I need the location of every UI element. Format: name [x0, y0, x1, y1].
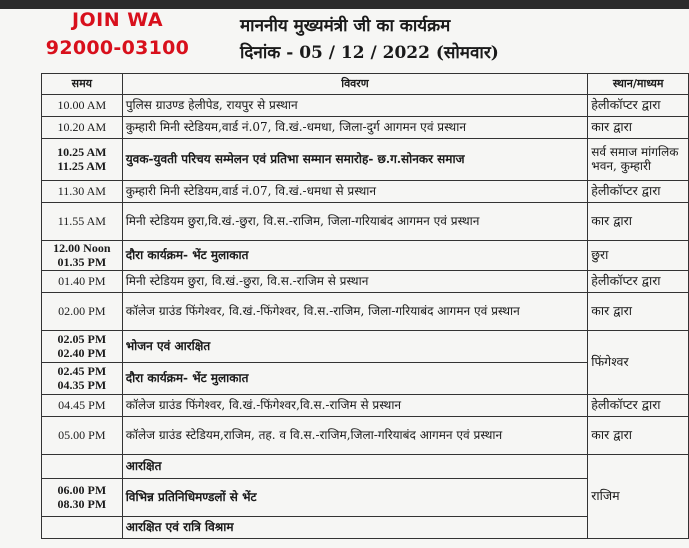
table-row: [42, 271, 689, 293]
table-row: [42, 417, 689, 455]
row-time: 12.00 Noon 01.35 PM: [42, 241, 123, 271]
watermark-line2: 92000-03100: [45, 37, 190, 59]
row-description: आरक्षित एवं रात्रि विश्राम: [122, 517, 588, 539]
table-header-row: [42, 74, 689, 95]
schedule-date: दिनांक - 05 / 12 / 2022 (सोमवार): [240, 43, 499, 63]
column-header-description: विवरण: [122, 74, 588, 95]
row-description: आरक्षित: [122, 455, 588, 479]
row-place: राजिम: [588, 455, 689, 539]
row-description: विभिन्न प्रतिनिधिमण्डलों से भेंट: [122, 479, 588, 517]
table-row: [42, 181, 689, 203]
row-time: 06.00 PM 08.30 PM: [42, 479, 123, 517]
row-description: कॉलेज ग्राउंड फिंगेश्वर, वि.खं.-फिंगेश्वर,वि.स.-राजिम से प्रस्थान: [122, 395, 588, 417]
row-description: दौरा कार्यक्रम- भेंट मुलाकात: [122, 241, 588, 271]
schedule-table: [41, 73, 689, 539]
table-row: [42, 95, 689, 117]
row-place: कार द्वारा: [588, 117, 689, 139]
row-description: युवक-युवती परिचय सम्मेलन एवं प्रतिभा सम्मान समारोह- छ.ग.सोनकर समाज: [122, 139, 588, 181]
row-time: 01.40 PM: [42, 271, 123, 293]
column-header-place: स्थान/माध्यम: [588, 74, 689, 95]
row-time: 02.00 PM: [42, 293, 123, 331]
row-description: पुलिस ग्राउण्ड हेलीपेड, रायपुर से प्रस्थान: [122, 95, 588, 117]
row-time: 04.45 PM: [42, 395, 123, 417]
row-description: कुम्हारी मिनी स्टेडियम,वार्ड नं.07, वि.खं.-धमधा, जिला-दुर्ग आगमन एवं प्रस्थान: [122, 117, 588, 139]
row-description: भोजन एवं आरक्षित: [122, 331, 588, 363]
row-time: 10.25 AM 11.25 AM: [42, 139, 123, 181]
table-row: [42, 117, 689, 139]
row-description: दौरा कार्यक्रम- भेंट मुलाकात: [122, 363, 588, 395]
row-description: मिनी स्टेडियम छुरा,वि.खं.-छुरा, वि.स.-राजिम, जिला-गरियाबंद आगमन एवं प्रस्थान: [122, 203, 588, 241]
row-place: सर्व समाज मांगलिक भवन, कुम्हारी: [588, 139, 689, 181]
table-row: [42, 293, 689, 331]
row-time: 05.00 PM: [42, 417, 123, 455]
row-description: कुम्हारी मिनी स्टेडियम,वार्ड नं.07, वि.खं.-धमधा से प्रस्थान: [122, 181, 588, 203]
row-description: कॉलेज ग्राउंड स्टेडियम,राजिम, तह. व वि.स.-राजिम,जिला-गरियाबंद आगमन एवं प्रस्थान: [122, 417, 588, 455]
row-place: हेलीकॉप्टर द्वारा: [588, 95, 689, 117]
row-description: मिनी स्टेडियम छुरा, वि.खं.-छुरा, वि.स.-राजिम से प्रस्थान: [122, 271, 588, 293]
row-place: छुरा: [588, 241, 689, 271]
row-place: हेलीकॉप्टर द्वारा: [588, 271, 689, 293]
row-time: 02.45 PM 04.35 PM: [42, 363, 123, 395]
row-place: कार द्वारा: [588, 203, 689, 241]
row-place: हेलीकॉप्टर द्वारा: [588, 181, 689, 203]
whatsapp-watermark: [0, 11, 235, 58]
row-time: 11.55 AM: [42, 203, 123, 241]
table-row: [42, 395, 689, 417]
table-row: [42, 455, 689, 479]
table-row: [42, 241, 689, 271]
column-header-time: समय: [42, 74, 123, 95]
row-time: [42, 517, 123, 539]
top-dark-bar: [0, 0, 689, 9]
page-title: माननीय मुख्यमंत्री जी का कार्यक्रम: [240, 16, 451, 36]
watermark-line1: JOIN WA: [71, 9, 164, 31]
row-time: 10.20 AM: [42, 117, 123, 139]
row-place: फिंगेश्वर: [588, 331, 689, 395]
row-time: 10.00 AM: [42, 95, 123, 117]
row-time: 02.05 PM 02.40 PM: [42, 331, 123, 363]
row-place: हेलीकॉप्टर द्वारा: [588, 395, 689, 417]
table-row: [42, 139, 689, 181]
row-place: कार द्वारा: [588, 417, 689, 455]
row-place: कार द्वारा: [588, 293, 689, 331]
table-row: [42, 203, 689, 241]
table-row: [42, 331, 689, 363]
row-time: 11.30 AM: [42, 181, 123, 203]
row-time: [42, 455, 123, 479]
row-description: कॉलेज ग्राउंड फिंगेश्वर, वि.खं.-फिंगेश्वर, वि.स.-राजिम, जिला-गरियाबंद आगमन एवं प्रस्थान: [122, 293, 588, 331]
